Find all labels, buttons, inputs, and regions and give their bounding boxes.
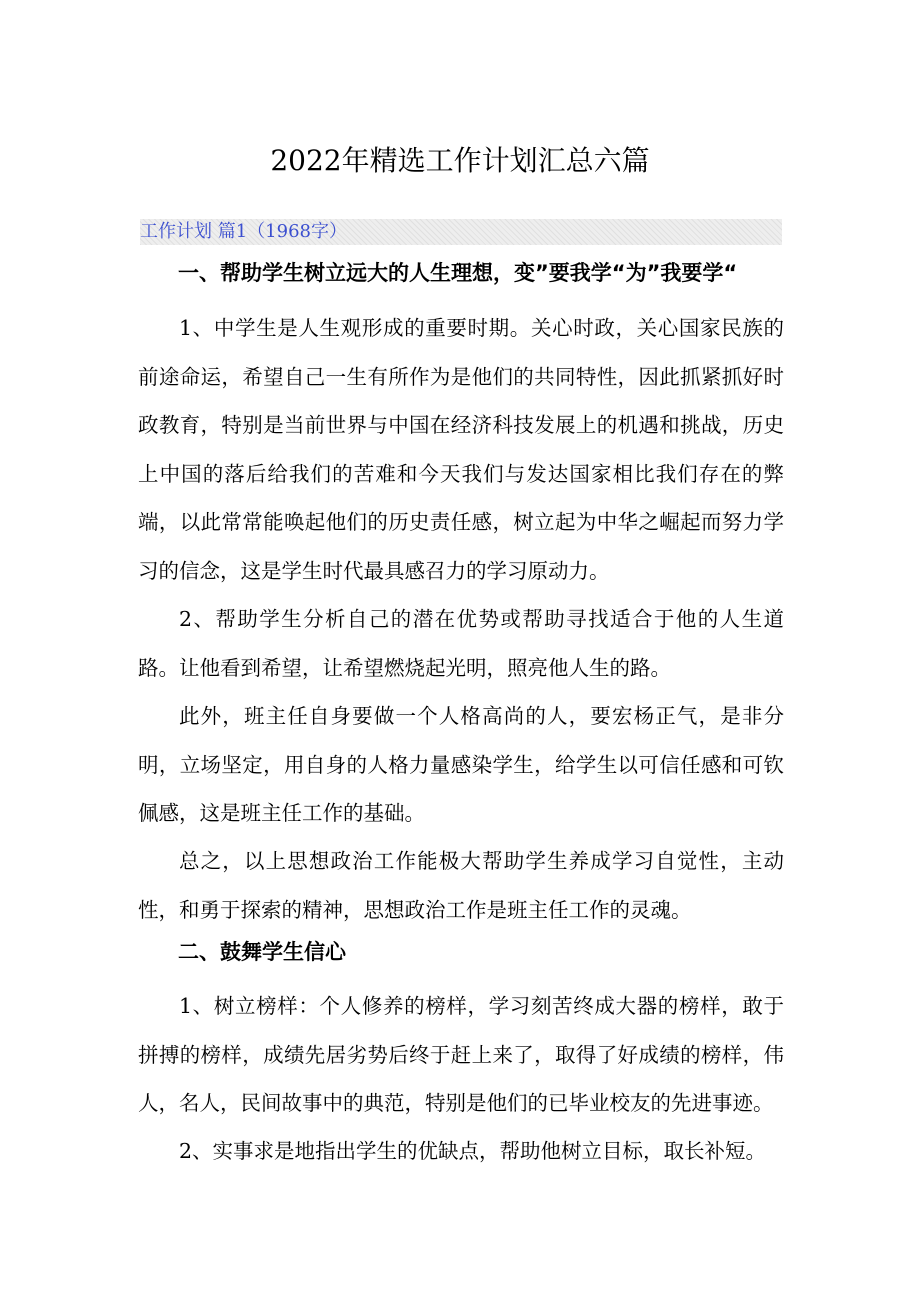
paragraph-4: 总之，以上思想政治工作能极大帮助学生养成学习自觉性，主动性，和勇于探索的精神，思想政治工作是班主任工作的灵魂。 — [138, 849, 784, 922]
paragraph-5: 1、树立榜样：个人修养的榜样，学习刻苦终成大器的榜样，敢于拼搏的榜样，成绩先居劣势后终于赶上来了，取得了好成绩的榜样，伟人，名人，民间故事中的典范，特别是他们的已毕业校友的先进事迹。 — [138, 994, 784, 1115]
section-tab — [140, 219, 782, 245]
document-title: 2022年精选工作计划汇总六篇 — [270, 144, 650, 177]
paragraph-3: 此外，班主任自身要做一个人格高尚的人，要宏杨正气，是非分明，立场坚定，用自身的人格力量感染学生，给学生以可信任感和可钦佩感，这是班主任工作的基础。 — [138, 704, 784, 825]
paragraph-2: 2、帮助学生分析自己的潜在优势或帮助寻找适合于他的人生道路。让他看到希望，让希望燃烧起光明，照亮他人生的路。 — [138, 607, 784, 680]
section-heading-2: 二、鼓舞学生信心 — [178, 940, 346, 964]
paragraph-1: 1、中学生是人生观形成的重要时期。关心时政，关心国家民族的前途命运，希望自己一生有所作为是他们的共同特性，因此抓紧抓好时政教育，特别是当前世界与中国在经济科技发展上的机遇和挑战，历史上中国的落后给我们的苦难和今天我们与发达国家相比我们存在的弊端，以此常常能唤起他们的历史责任感，树立起为中华之崛起而努力学习的信念，这是学生时代最具感召力的学习原动力。 — [138, 316, 784, 583]
section-tab-label: 工作计划 篇1（1968字） — [140, 221, 347, 242]
section-heading-1: 一、帮助学生树立远大的人生理想，变”要我学“为”我要学“ — [178, 261, 738, 285]
paragraph-6: 2、实事求是地指出学生的优缺点，帮助他树立目标，取长补短。 — [179, 1139, 767, 1163]
